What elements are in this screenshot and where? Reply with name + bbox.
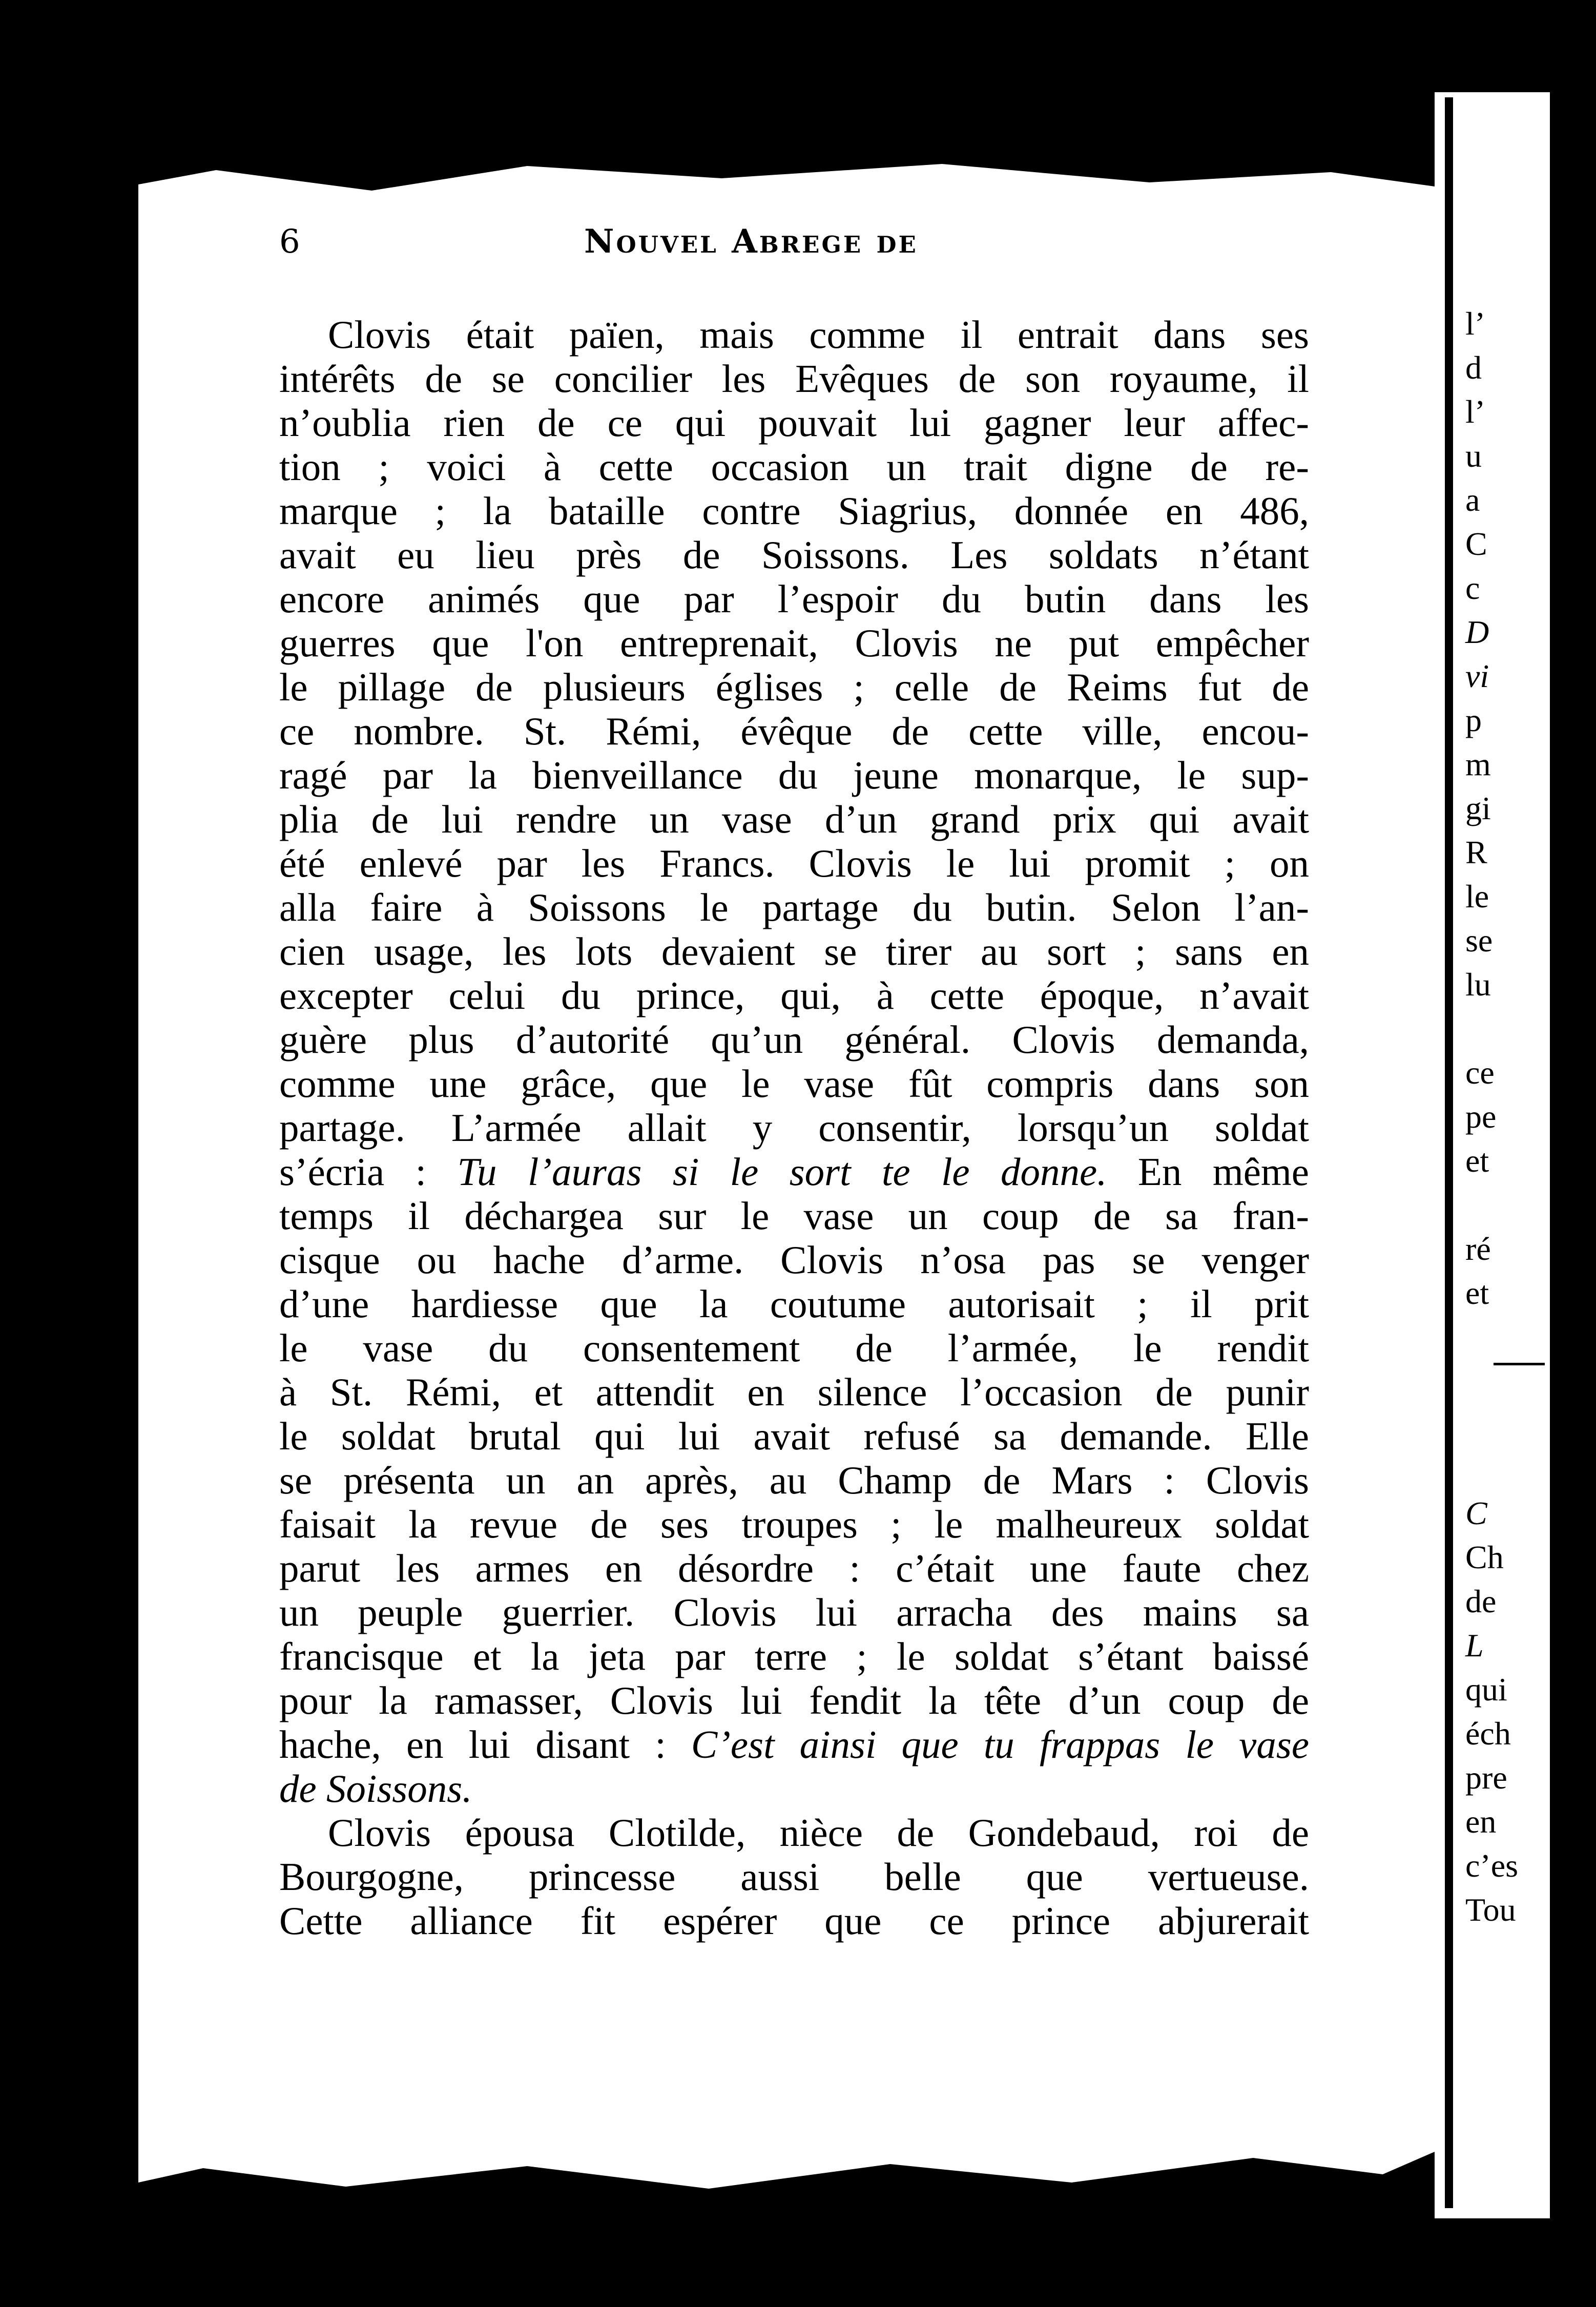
text-line bbox=[279, 753, 1309, 797]
text-line bbox=[279, 445, 1309, 489]
text-line bbox=[279, 1722, 1309, 1766]
text-line bbox=[279, 1502, 1309, 1546]
text-run: Bourgogne, princesse aussi belle que vertueuse. bbox=[279, 1855, 1309, 1899]
text-run: un peuple guerrier. Clovis lui arracha des mains sa bbox=[279, 1590, 1309, 1634]
text-run: faisait la revue de ses troupes ; le malheureux soldat bbox=[279, 1502, 1309, 1546]
facing-text-fragment: ce bbox=[1465, 1054, 1495, 1091]
text-line bbox=[279, 313, 1309, 357]
facing-text-fragment: se bbox=[1465, 922, 1493, 959]
text-line bbox=[279, 973, 1309, 1017]
text-run: tion ; voici à cette occasion un trait digne de re- bbox=[279, 445, 1309, 489]
facing-text-fragment: C bbox=[1465, 526, 1487, 562]
text-line bbox=[279, 1458, 1309, 1502]
text-line bbox=[279, 797, 1309, 841]
facing-text-fragment: lu bbox=[1465, 966, 1491, 1003]
text-run: avait eu lieu près de Soissons. Les soldats n’étant bbox=[279, 533, 1309, 577]
text-line bbox=[279, 1238, 1309, 1282]
facing-text-fragment: et bbox=[1465, 1142, 1489, 1179]
text-line bbox=[279, 489, 1309, 533]
text-line bbox=[279, 1546, 1309, 1590]
facing-text-fragment: l’ bbox=[1465, 305, 1486, 342]
text-run: d’une hardiesse que la coutume autorisait ; il prit bbox=[279, 1282, 1309, 1326]
text-run: guère plus d’autorité qu’un général. Clovis demanda, bbox=[279, 1017, 1309, 1062]
text-run: comme une grâce, que le vase fût compris dans son bbox=[279, 1062, 1309, 1106]
text-line bbox=[279, 1414, 1309, 1458]
text-run: Clovis épousa Clotilde, nièce de Gondebaud, roi de bbox=[328, 1811, 1309, 1855]
facing-text-fragment: en bbox=[1465, 1803, 1497, 1840]
text-run: excepter celui du prince, qui, à cette époque, n’avait bbox=[279, 973, 1309, 1017]
text-run: ragé par la bienveillance du jeune monarque, le sup- bbox=[279, 753, 1309, 797]
text-run: intérêts de se concilier les Evêques de son royaume, il bbox=[279, 357, 1309, 401]
text-run: cien usage, les lots devaient se tirer au sort ; sans en bbox=[279, 929, 1309, 973]
body-text bbox=[279, 313, 1309, 1943]
text-run: le soldat brutal qui lui avait refusé sa demande. Elle bbox=[279, 1414, 1309, 1458]
facing-text-fragment: u bbox=[1465, 438, 1482, 474]
text-line bbox=[279, 1326, 1309, 1370]
page-number: 6 bbox=[279, 223, 300, 261]
facing-text-fragment: ré bbox=[1465, 1231, 1491, 1267]
facing-text-fragment: Ch bbox=[1465, 1539, 1504, 1575]
facing-text-fragment: Tou bbox=[1465, 1892, 1516, 1928]
text-line bbox=[279, 1106, 1309, 1150]
text-line bbox=[279, 533, 1309, 577]
text-line bbox=[279, 1150, 1309, 1194]
page-gutter bbox=[1445, 97, 1453, 2208]
facing-text-fragment: d bbox=[1465, 349, 1482, 386]
text-line bbox=[279, 1194, 1309, 1238]
facing-text-fragment: le bbox=[1465, 878, 1489, 915]
text-run: n’oublia rien de ce qui pouvait lui gagner leur affec- bbox=[279, 401, 1309, 445]
text-run: En même bbox=[1107, 1150, 1309, 1194]
facing-text-fragment: c’es bbox=[1465, 1847, 1519, 1884]
text-run: cisque ou hache d’arme. Clovis n’osa pas se venger bbox=[279, 1238, 1309, 1282]
text-run: marque ; la bataille contre Siagrius, donnée en 486, bbox=[279, 489, 1309, 533]
facing-text-fragment: pe bbox=[1465, 1098, 1497, 1135]
text-line bbox=[279, 929, 1309, 973]
text-run: partage. L’armée allait y consentir, lorsqu’un soldat bbox=[279, 1106, 1309, 1150]
facing-text-fragment: L bbox=[1465, 1627, 1484, 1664]
text-line bbox=[279, 709, 1309, 753]
text-run: pour la ramasser, Clovis lui fendit la tête d’un coup de bbox=[279, 1678, 1309, 1722]
facing-text-fragment: éch bbox=[1465, 1715, 1511, 1752]
text-run: Clovis était païen, mais comme il entrait dans ses bbox=[328, 313, 1309, 357]
text-line bbox=[279, 401, 1309, 445]
text-run: plia de lui rendre un vase d’un grand prix qui avait bbox=[279, 797, 1309, 841]
text-line bbox=[279, 841, 1309, 885]
facing-text-fragment: de bbox=[1465, 1583, 1497, 1619]
text-run: le vase du consentement de l’armée, le rendit bbox=[279, 1326, 1309, 1370]
text-line bbox=[279, 1590, 1309, 1634]
text-run: temps il déchargea sur le vase un coup de sa fran- bbox=[279, 1194, 1309, 1238]
text-run: parut les armes en désordre : c’était une faute chez bbox=[279, 1546, 1309, 1590]
text-line bbox=[279, 1282, 1309, 1326]
italic-quote: de Soissons. bbox=[279, 1766, 472, 1811]
text-run: été enlevé par les Francs. Clovis le lui promit ; on bbox=[279, 841, 1309, 885]
facing-text-fragment: D bbox=[1465, 614, 1489, 650]
text-run: s’écria : bbox=[279, 1150, 458, 1194]
text-line bbox=[279, 1811, 1309, 1855]
section-rule bbox=[1494, 1363, 1545, 1365]
text-run: se présenta un an après, au Champ de Mars : Clovis bbox=[279, 1458, 1309, 1502]
text-run: Cette alliance fit espérer que ce prince abjurerait bbox=[279, 1899, 1309, 1943]
facing-text-fragment: et bbox=[1465, 1275, 1489, 1311]
text-run: hache, en lui disant : bbox=[279, 1722, 691, 1766]
italic-quote: Tu l’auras si le sort te le donne. bbox=[457, 1150, 1107, 1194]
text-line bbox=[279, 1766, 1309, 1811]
text-run: à St. Rémi, et attendit en silence l’occasion de punir bbox=[279, 1370, 1309, 1414]
facing-text-fragment: l’ bbox=[1465, 393, 1486, 430]
facing-text-fragment: gi bbox=[1465, 790, 1491, 826]
facing-text-fragment: vi bbox=[1465, 658, 1489, 694]
text-line bbox=[279, 1062, 1309, 1106]
facing-text-fragment: p bbox=[1465, 702, 1482, 738]
text-run: guerres que l'on entreprenait, Clovis ne put empêcher bbox=[279, 621, 1309, 665]
facing-text-fragment: C bbox=[1465, 1495, 1487, 1531]
facing-text-fragment: qui bbox=[1465, 1671, 1507, 1708]
facing-text-fragment: R bbox=[1465, 834, 1487, 870]
text-run: ce nombre. St. Rémi, évêque de cette ville, encou- bbox=[279, 709, 1309, 753]
text-run: alla faire à Soissons le partage du butin. Selon l’an- bbox=[279, 885, 1309, 929]
text-run: le pillage de plusieurs églises ; celle de Reims fut de bbox=[279, 665, 1309, 709]
text-line bbox=[279, 885, 1309, 929]
facing-text-fragment: a bbox=[1465, 482, 1480, 518]
text-line bbox=[279, 1899, 1309, 1943]
italic-quote: C’est ainsi que tu frappas le vase bbox=[691, 1722, 1309, 1766]
text-run: francisque et la jeta par terre ; le soldat s’étant baissé bbox=[279, 1634, 1309, 1678]
facing-text-fragment: m bbox=[1465, 746, 1491, 782]
text-line bbox=[279, 1634, 1309, 1678]
text-line bbox=[279, 1855, 1309, 1899]
text-line bbox=[279, 1370, 1309, 1414]
text-line bbox=[279, 577, 1309, 621]
text-line bbox=[279, 1678, 1309, 1722]
text-line bbox=[279, 1017, 1309, 1062]
text-line bbox=[279, 357, 1309, 401]
running-head: Nouvel Abrege de bbox=[584, 222, 918, 261]
text-line bbox=[279, 665, 1309, 709]
text-run: encore animés que par l’espoir du butin dans les bbox=[279, 577, 1309, 621]
facing-text-fragment: pre bbox=[1465, 1759, 1507, 1796]
text-line bbox=[279, 621, 1309, 665]
facing-text-fragment: c bbox=[1465, 570, 1480, 606]
